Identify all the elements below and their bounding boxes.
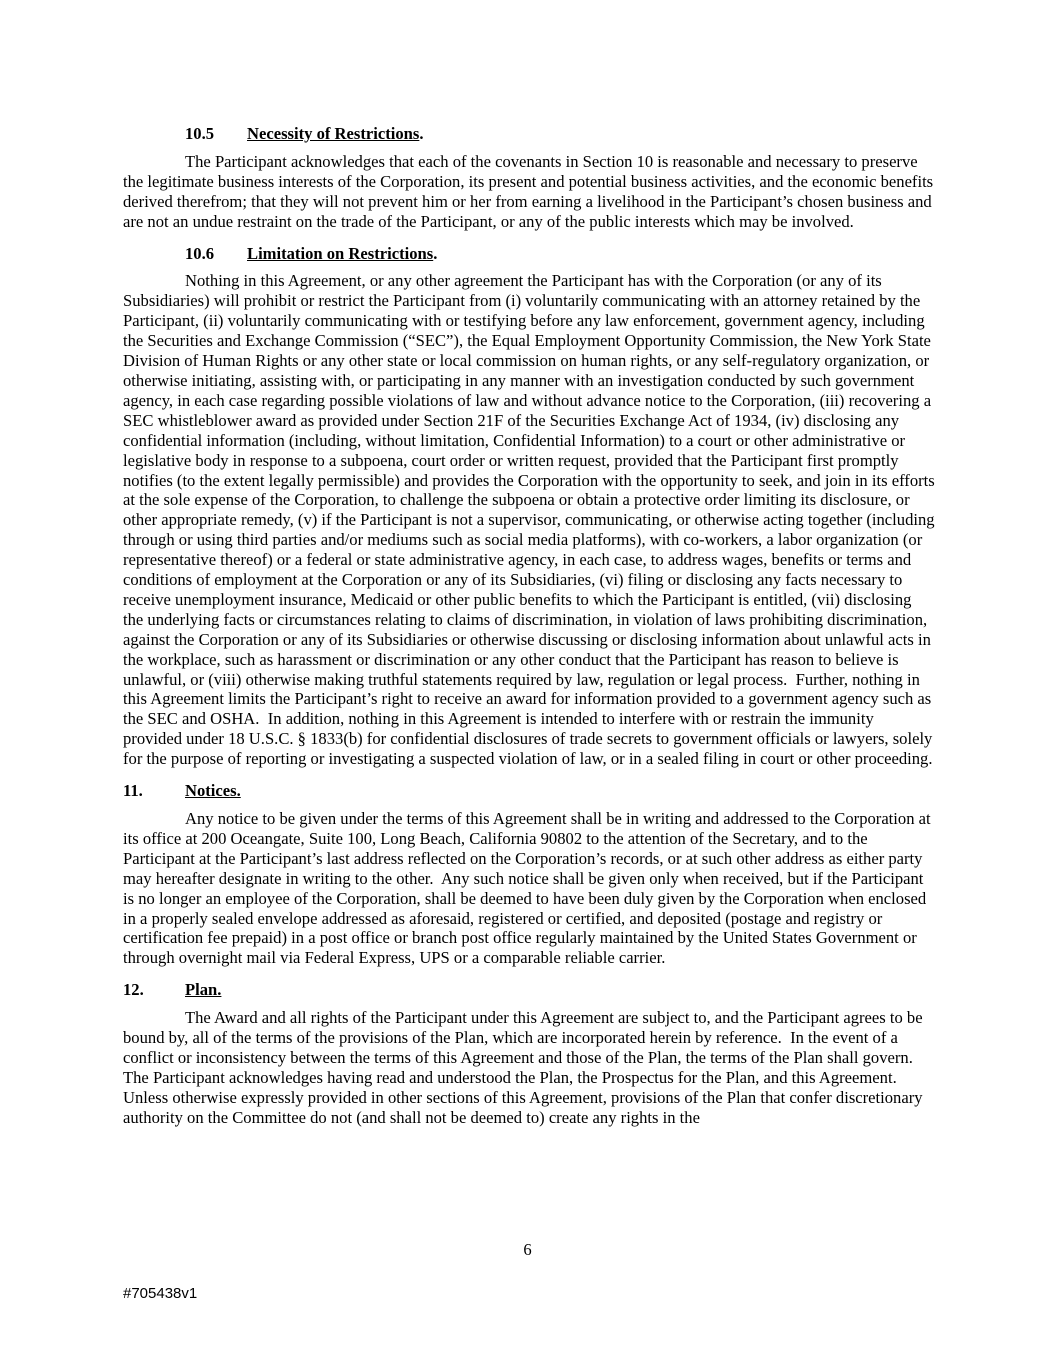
section-heading — [123, 781, 935, 801]
footer-document-id: #705438v1 — [123, 1285, 198, 1302]
section-10-6 — [123, 243, 939, 770]
section-12 — [123, 980, 935, 1127]
section-11 — [123, 781, 935, 968]
section-heading — [123, 980, 935, 1000]
section-paragraph: The Award and all rights of the Participant under this Agreement are subject to, and the Participant agrees to be bound by, all of the terms of the provisions of the Plan, which are incorporated herein by reference. In the event of a conflict or inconsistency between the terms of this Agreement and those of the Plan, the terms of the Plan shall govern. The Participant acknowledges having read and understood the Plan, the Prospectus for the Plan, and this Agreement. Unless otherwise expressly provided in other sections of this Agreement, provisions of the Plan that confer discretionary authority on the Committee do not (and shall not be deemed to) create any rights in the — [123, 1008, 927, 1127]
section-number: 12. — [123, 980, 144, 1000]
section-heading — [123, 124, 935, 144]
section-paragraph: Any notice to be given under the terms of this Agreement shall be in writing and addressed to the Corporation at its office at 200 Oceangate, Suite 100, Long Beach, California 90802 to the attention of the Secretary, and to the Participant at the Participant’s last address reflected on the Corporation’s records, or at such other address as either party may hereafter designate in writing to the other. Any such notice shall be given only when received, but if the Participant is no longer an employee of the Corporation, shall be deemed to have been duly given by the Corporation when enclosed in a properly sealed envelope addressed as aforesaid, registered or certified, and deposited (postage and registry or certification fee prepaid) in a post office or branch post office regularly maintained by the United States Government or through overnight mail via Federal Express, UPS or a comparable reliable carrier. — [123, 809, 935, 968]
section-title-period: . — [433, 243, 438, 263]
section-title: Plan. — [185, 980, 222, 1000]
document-body — [123, 124, 939, 1138]
section-paragraph: Nothing in this Agreement, or any other agreement the Participant has with the Corporation (or any of its Subsidiaries) will prohibit or restrict the Participant from (i) voluntarily communicating with an attorney retained by the Participant, (ii) voluntarily communicating with or testifying before any law enforcement, government agency, including the Securities and Exchange Commission (“SEC”), the Equal Employment Opportunity Commission, the New York State Division of Human Rights or any other state or local commission on human rights, or any self-regulatory organization, or otherwise initiating, assisting with, or participating in any manner with an investigation conducted by such government agency, in each case regarding possible violations of law and without advance notice to the Corporation, (iii) recovering a SEC whistleblower award as provided under Section 21F of the Securities Exchange Act of 1934, (iv) disclosing any confidential information (including, without limitation, Confidential Information) to a court or other administrative or legislative body in response to a subpoena, court order or written request, provided that the Participant first promptly notifies (to the extent legally permissible) and provides the Corporation with the opportunity to seek, and join in its efforts at the sole expense of the Corporation, to challenge the subpoena or obtain a protective order limiting its disclosure, or other appropriate remedy, (v) if the Participant is not a supervisor, communicating, or otherwise acting together (including through or using third parties and/or mediums such as social media platforms), with co-workers, a labor organization (or representative thereof) or a federal or state administrative agency, in each case, to address wages, benefits or terms and conditions of employment at the Corporation or any of its Subsidiaries, (vi) filing or disclosing any facts necessary to receive unemployment insurance, Medicaid or other public benefits to which the Participant is entitled, (vii) disclosing the underlying facts or circumstances relating to claims of discrimination, in violation of laws prohibiting discrimination, against the Corporation or any of its Subsidiaries or otherwise discussing or disclosing information about unlawful acts in the workplace, such as harassment or discrimination or any other conduct that the Participant has reason to believe is unlawful, or (viii) otherwise making truthful statements required by law, regulation or legal process. Further, nothing in this Agreement limits the Participant’s right to receive an award for information provided to a government agency such as the SEC and OSHA. In addition, nothing in this Agreement is intended to interfere with or restrain the immunity provided under 18 U.S.C. § 1833(b) for confidential disclosures of trade secrets to government officials or lawyers, solely for the purpose of reporting or investigating a suspected violation of law, or in a sealed filing in court or other proceeding. — [123, 271, 939, 769]
section-title: Limitation on Restrictions. — [247, 243, 438, 263]
section-number: 11. — [123, 781, 143, 801]
section-number: 10.5 — [185, 124, 215, 143]
section-title: Notices. — [185, 781, 241, 801]
section-title: Necessity of Restrictions. — [247, 124, 424, 143]
section-number: 10.6 — [185, 243, 215, 263]
page-number: 6 — [523, 1240, 532, 1259]
section-heading — [123, 244, 935, 264]
section-paragraph: The Participant acknowledges that each of the covenants in Section 10 is reasonable and necessary to preserve the legitimate business interests of the Corporation, its present and potential business activities, and the economic benefits derived therefrom; that they will not prevent him or her from earning a livelihood in the Participant’s chosen business and are not an undue restraint on the trade of the Participant, or any of the public interests which may be involved. — [123, 151, 938, 231]
section-10-5 — [123, 124, 938, 232]
section-title-period: . — [419, 124, 424, 143]
